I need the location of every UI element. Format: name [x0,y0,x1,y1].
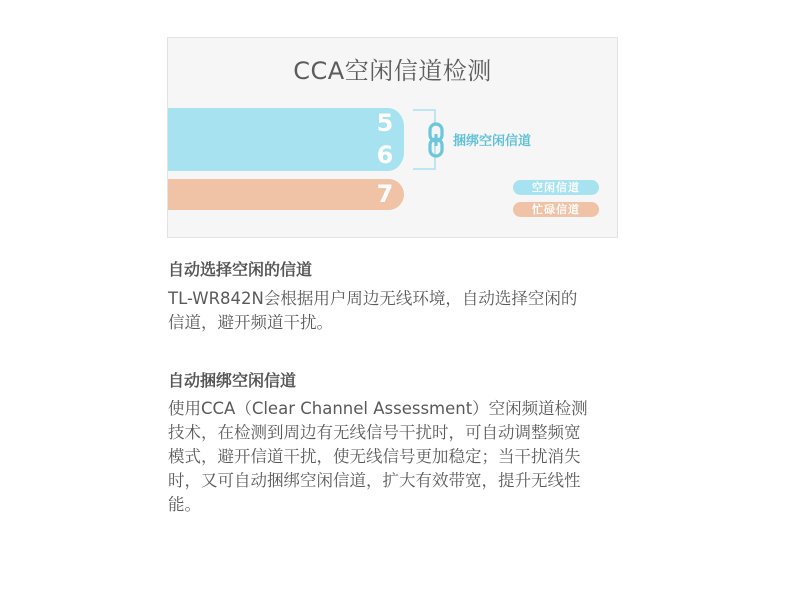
text-line: 使用CCA（Clear Channel Assessment）空闲频道检测 [168,399,588,418]
text-line: 信道，避开频道干扰。 [168,313,333,332]
diagram-title: CCA空闲信道检测 [293,57,492,85]
text-line: TL-WR842N会根据用户周边无线环境，自动选择空闲的 [168,289,578,308]
section-title-auto-select: 自动选择空闲的信道 [168,260,313,279]
text-line: 技术，在检测到周边有无线信号干扰时，可自动调整频宽 [168,423,581,442]
text-line: 时，又可自动捆绑空闲信道，扩大有效带宽，提升无线性 [168,471,581,490]
channel-5-label: 5 [376,109,394,137]
text-line: 模式，避开信道干扰，使无线信号更加稳定；当干扰消失 [168,447,581,466]
chain-link-icon [427,122,445,158]
legend-busy-channel: 忙碌信道 [513,202,599,217]
section-text-auto-select [168,287,620,335]
section-title-auto-bond: 自动捆绑空闲信道 [168,371,297,390]
cca-diagram [167,37,618,238]
channel-7-label: 7 [376,180,394,208]
text-line: 能。 [168,495,201,514]
bond-label: 捆绑空闲信道 [453,134,532,149]
legend-free-channel: 空闲信道 [513,180,599,195]
section-text-auto-bond [168,397,620,517]
channel-6-label: 6 [376,141,394,169]
